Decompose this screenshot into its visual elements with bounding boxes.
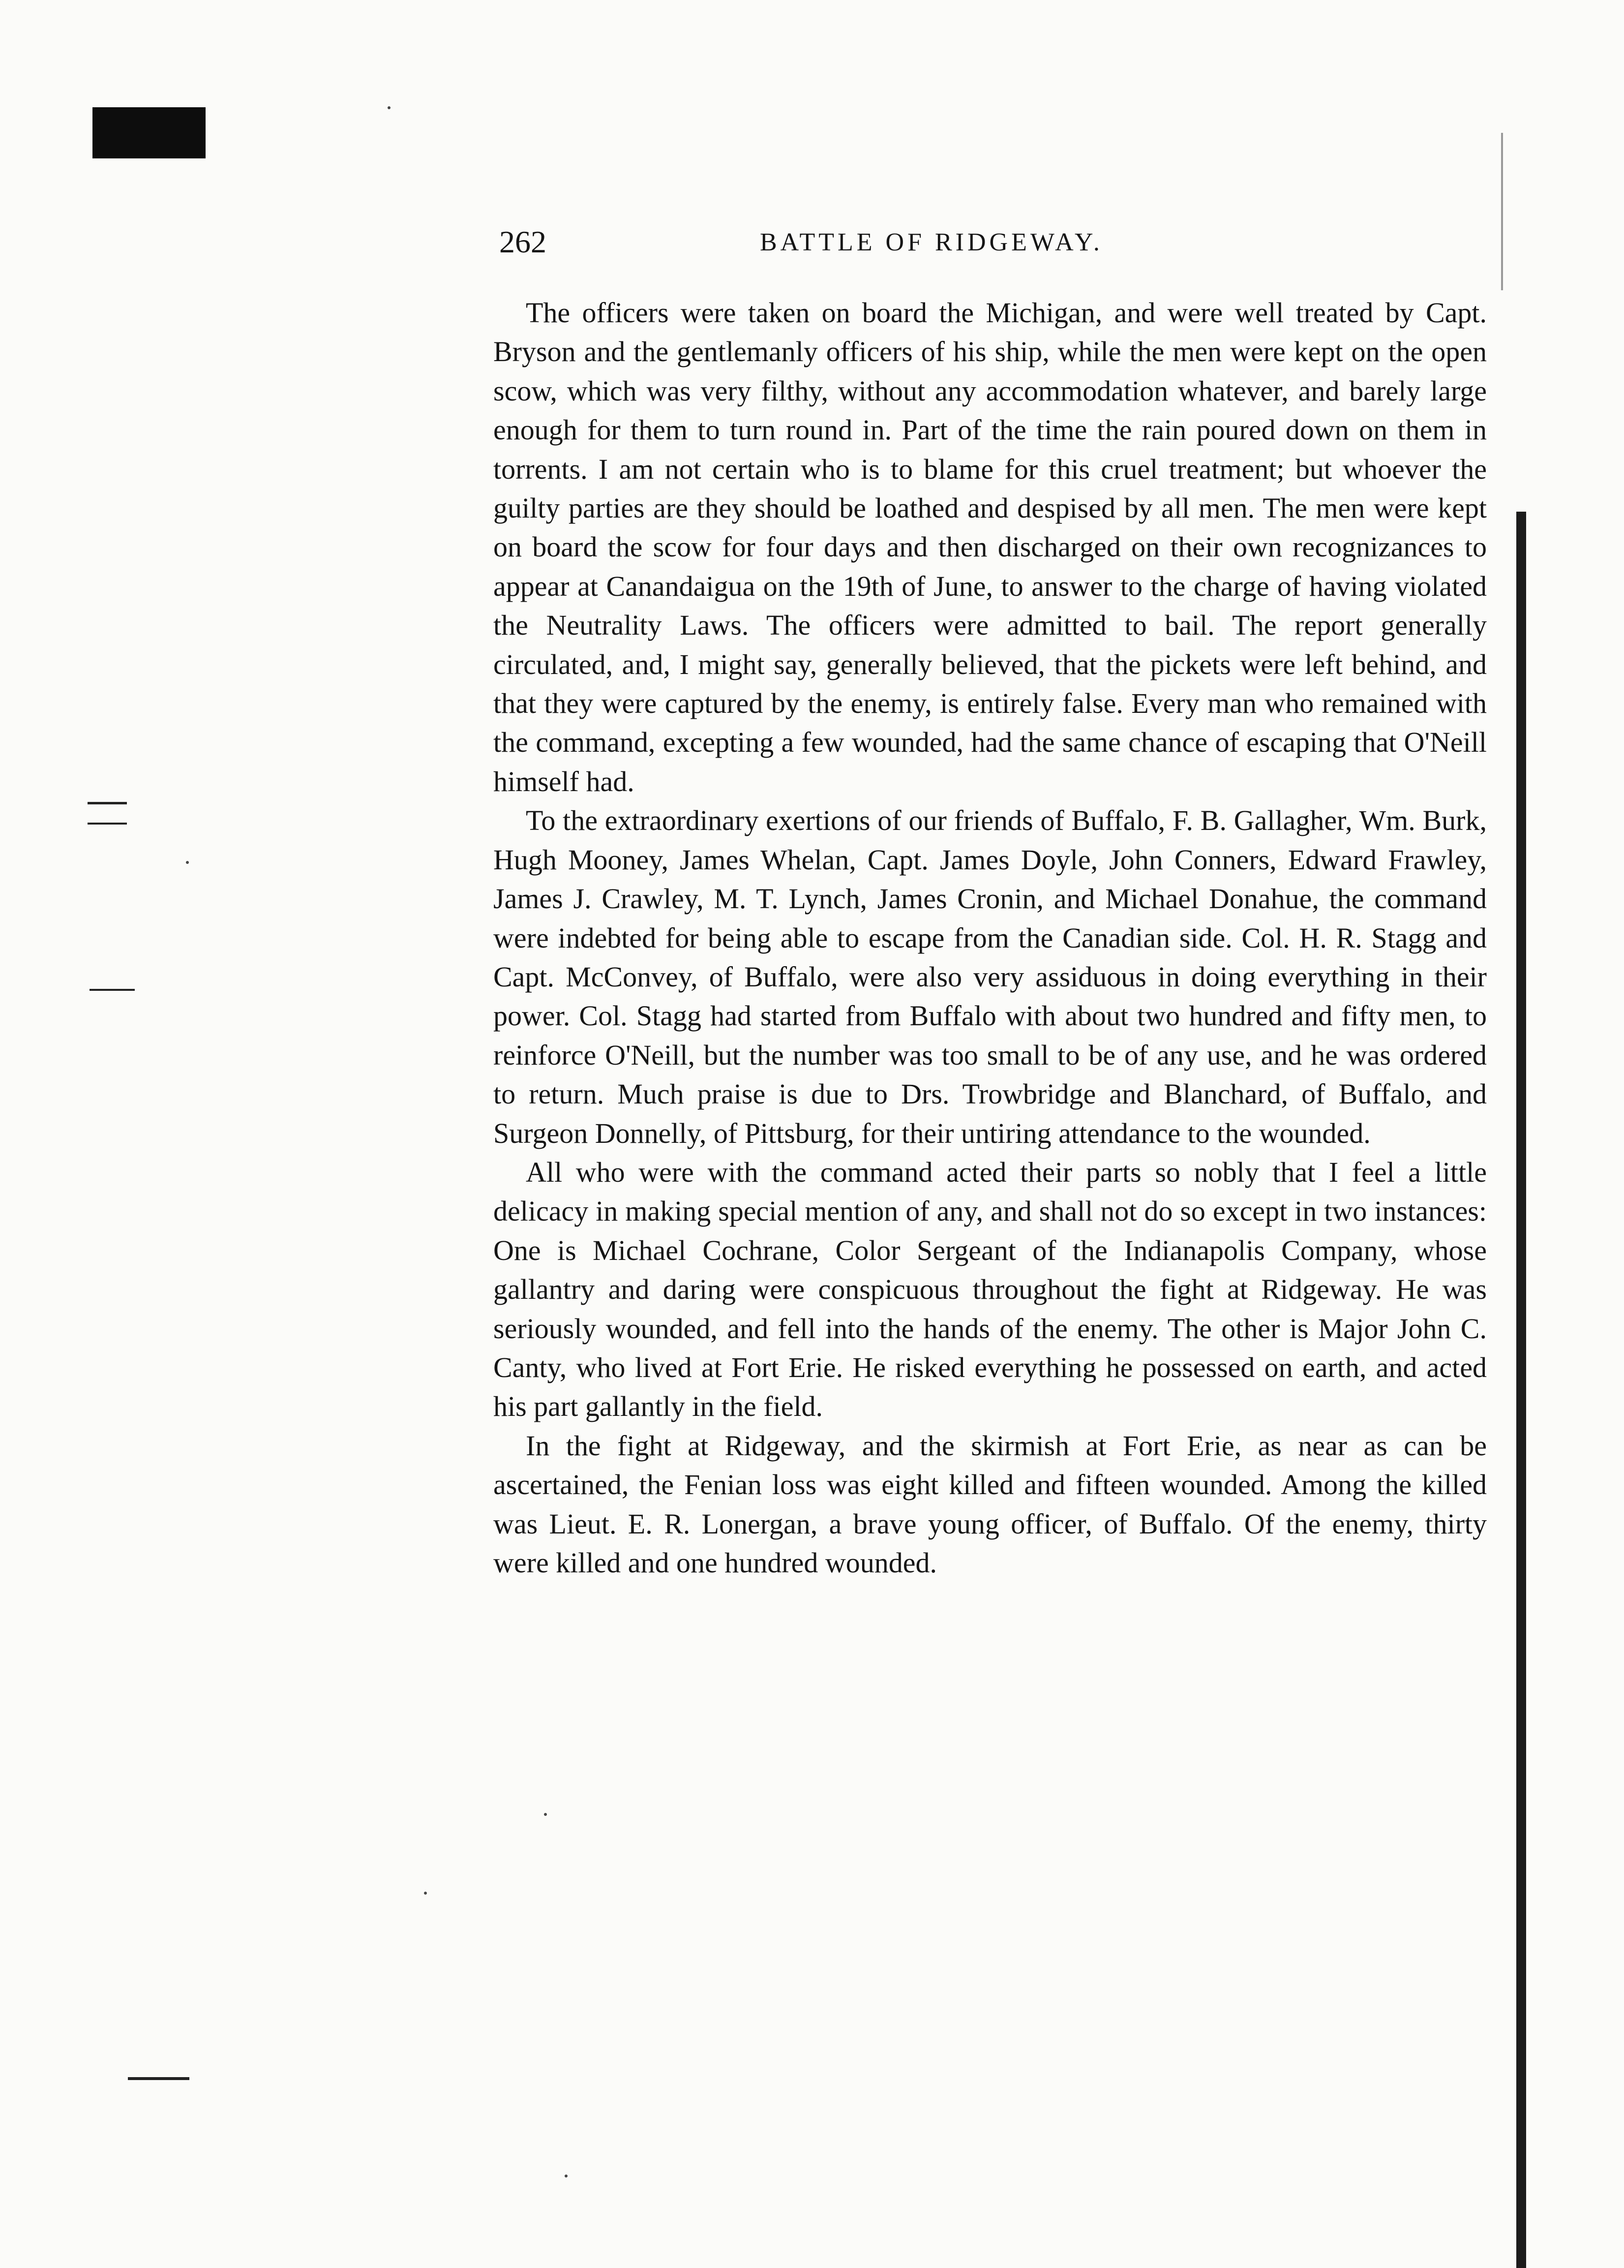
scan-margin-tick: [88, 802, 127, 804]
running-head: BATTLE OF RIDGEWAY.: [760, 228, 1103, 256]
scan-speck: [424, 1892, 427, 1895]
paragraph: The officers were taken on board the Michigan, and were well treated by Capt. Bryson and the gentlemanly officers of his ship, while the men were kept on the open scow, which was very filthy, without any accommodation whatever, and barely large enough for them to turn round in. Part of the time the rain poured down on them in torrents. I am not certain who is to blame for this cruel treatment; but whoever the guilty parties are they should be loathed and despised by all men. The men were kept on board the scow for four days and then discharged on their own recognizances to appear at Canandaigua on the 19th of June, to answer to the charge of having violated the Neutrality Laws. The officers were admitted to bail. The report generally circulated, and, I might say, generally believed, that the pickets were left behind, and that they were captured by the enemy, is entirely false. Every man who remained with the command, excepting a few wounded, had the same chance of escaping that O'Neill himself had.: [493, 297, 1487, 797]
scan-margin-tick: [128, 2077, 189, 2080]
scan-margin-tick: [90, 989, 135, 991]
scan-margin-tick: [88, 823, 127, 825]
page-header: [499, 224, 1488, 263]
scan-speck: [544, 1813, 547, 1816]
scan-speck: [565, 2175, 568, 2177]
paragraph: To the extraordinary exertions of our friends of Buffalo, F. B. Gallagher, Wm. Burk, Hugh Mooney, James Whelan, Capt. James Doyle, John Conners, Edward Frawley, James J. Crawley, M. T. Lynch, James Cronin, and Michael Donahue, the command were indebted for being able to escape from the Canadian side. Col. H. R. Stagg and Capt. McConvey, of Buffalo, were also very assiduous in doing everything in their power. Col. Stagg had started from Buffalo with about two hundred and fifty men, to reinforce O'Neill, but the number was too small to be of any use, and he was ordered to return. Much praise is due to Drs. Trowbridge and Blanchard, of Buffalo, and Surgeon Donnelly, of Pittsburg, for their untiring attendance to the wounded.: [493, 804, 1487, 1149]
scan-black-marker: [92, 107, 206, 158]
page-number: 262: [499, 224, 546, 259]
scan-speck: [388, 106, 391, 109]
scan-binding-edge: [1516, 512, 1526, 2268]
scan-speck: [186, 861, 189, 864]
body-text: [493, 293, 1487, 1582]
paragraph: All who were with the command acted their parts so nobly that I feel a little delicacy in making special mention of any, and shall not do so except in two instances: One is Michael Cochrane, Color Sergeant of the Indianapolis Company, whose gallantry and daring were conspicuous throughout the fight at Ridgeway. He was seriously wounded, and fell into the hands of the enemy. The other is Major John C. Canty, who lived at Fort Erie. He risked everything he possessed on earth, and acted his part gallantly in the field.: [493, 1156, 1487, 1423]
paragraph: In the fight at Ridgeway, and the skirmish at Fort Erie, as near as can be ascertained, the Fenian loss was eight killed and fifteen wounded. Among the killed was Lieut. E. R. Lonergan, a brave young officer, of Buffalo. Of the enemy, thirty were killed and one hundred wounded.: [493, 1429, 1487, 1579]
scan-edge-mark: [1501, 133, 1503, 290]
